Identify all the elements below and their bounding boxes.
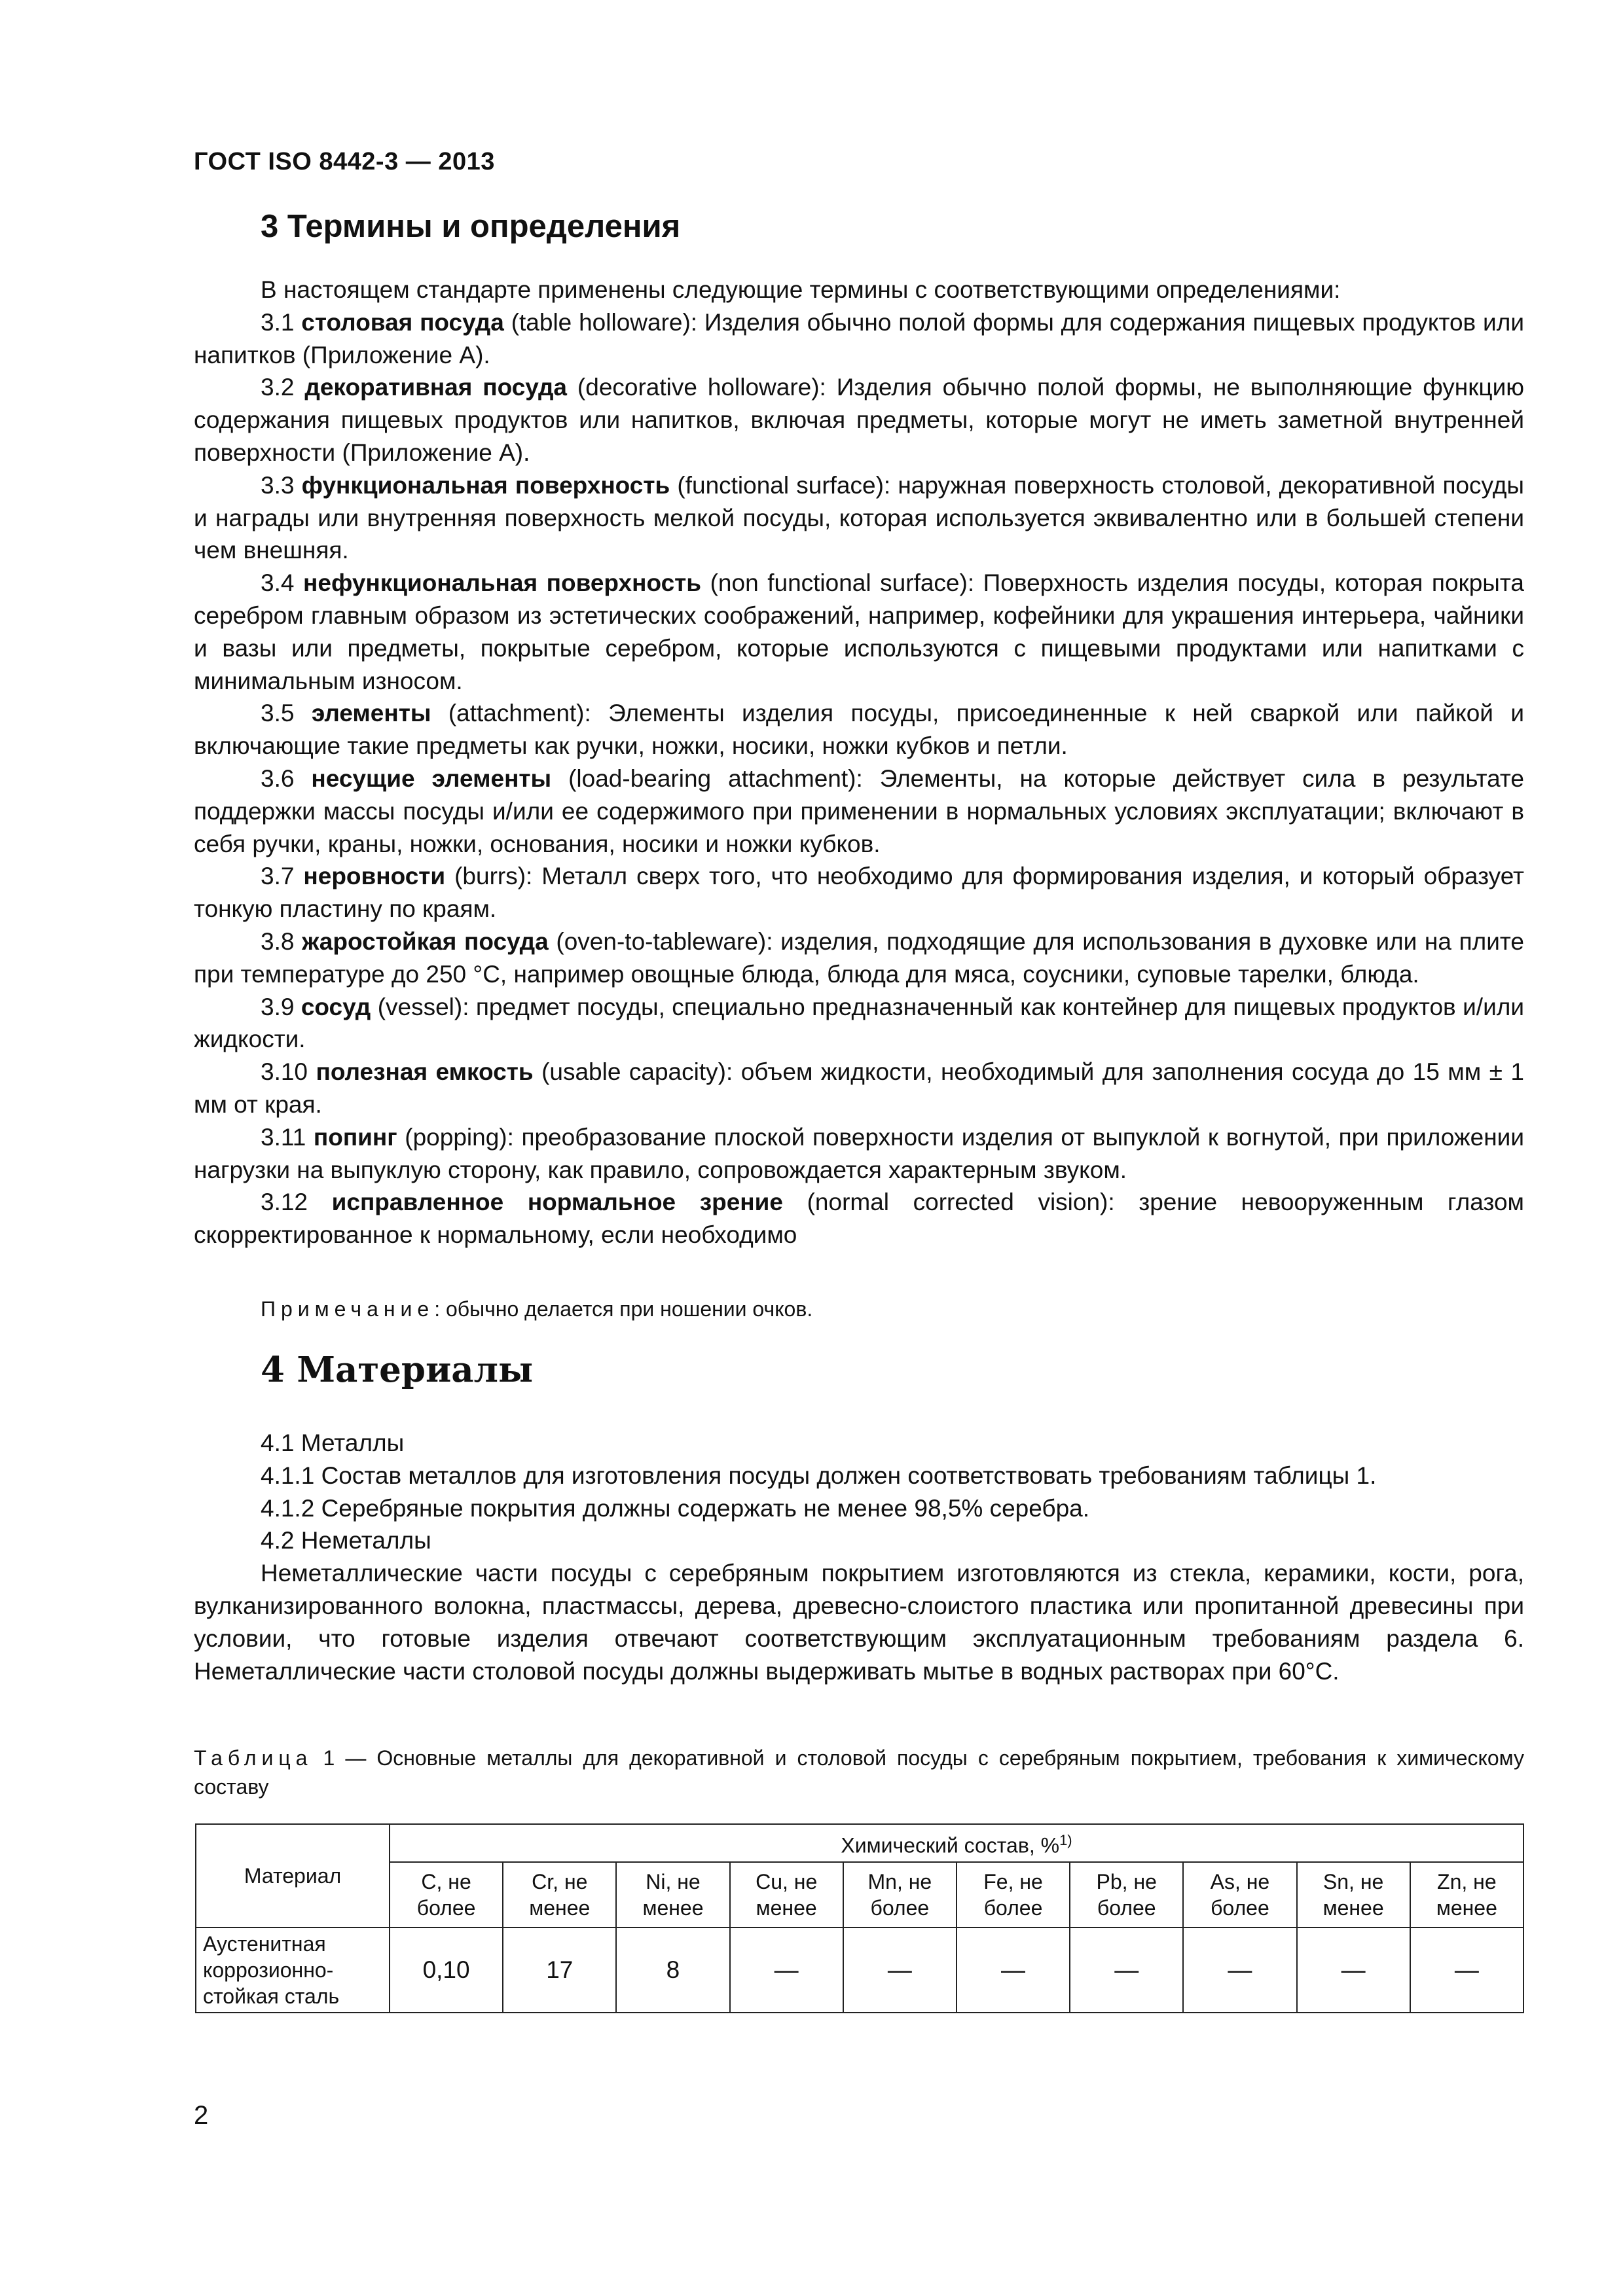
term-name: полезная емкость xyxy=(316,1058,534,1086)
term-name: исправленное нормальное зрение xyxy=(331,1189,783,1216)
term-number: 3.12 xyxy=(261,1189,308,1216)
element-column-header xyxy=(1410,1862,1523,1928)
column-header-line2: более xyxy=(870,1895,930,1920)
note-text: : обычно делается при ношении очков. xyxy=(434,1297,813,1321)
term-number: 3.6 xyxy=(261,764,295,792)
material-name-cell xyxy=(196,1928,390,2013)
table-cell: — xyxy=(1070,1928,1183,2013)
element-column-header xyxy=(730,1862,843,1928)
term-definition xyxy=(194,371,1524,469)
section-3-body xyxy=(194,274,1524,1251)
table-cell: — xyxy=(1410,1928,1523,2013)
section-4-title: 4 Материалы xyxy=(261,1350,534,1390)
note xyxy=(261,1296,812,1322)
term-number: 3.1 xyxy=(261,308,295,336)
term-number: 3.2 xyxy=(261,374,295,401)
term-text: (load-bearing attachment): Элементы, на которые действует сила в результате поддержки массы посуды и/или ее содержимого при применении в нормальных условиях эксплуатации; включают в себя ручки, краны, ножки, основания, носики и ножки кубков. xyxy=(194,764,1524,857)
table-cell: 0,10 xyxy=(390,1928,503,2013)
term-number: 3.9 xyxy=(261,993,295,1020)
element-column-header xyxy=(503,1862,616,1928)
term-text: (oven-to-tableware): изделия, подходящие для использования в духовке или на плите при температуре до 250 °С, например овощные блюда, блюда для мяса, соусники, суповые тарелки, блюда. xyxy=(194,927,1525,988)
column-header-line1: Sn, не xyxy=(1322,1869,1384,1893)
term-name: жаростойкая посуда xyxy=(302,927,549,955)
column-header-line2: менее xyxy=(529,1895,591,1920)
term-definition xyxy=(194,762,1524,860)
term-definition xyxy=(194,306,1524,372)
element-column-header xyxy=(1183,1862,1296,1928)
term-text: (popping): преобразование плоской поверхности изделия от выпуклой к вогнутой, при приложении нагрузки на выпуклую сторону, как правило, сопровождается характерным звуком. xyxy=(194,1123,1524,1183)
term-definition xyxy=(194,925,1524,991)
term-definition xyxy=(194,1186,1524,1251)
section-4-paragraph: 4.1.2 Серебряные покрытия должны содержать не менее 98,5% серебра. xyxy=(261,1494,1090,1522)
term-number: 3.11 xyxy=(261,1123,306,1151)
column-header-line1: Ni, не xyxy=(646,1869,701,1893)
table-cell: — xyxy=(1183,1928,1296,2013)
term-definition xyxy=(194,1056,1524,1121)
section-4-paragraph: 4.1.1 Состав металлов для изготовления посуды должен соответствовать требованиям таблицы 1. xyxy=(261,1462,1377,1489)
section-3-intro: В настоящем стандарте применены следующие термины с соответствующими определениями: xyxy=(261,276,1341,303)
material-name-line: стойкая сталь xyxy=(203,1984,340,2008)
term-text: (table holloware): Изделия обычно полой формы для содержания пищевых продуктов или напитков (Приложение А). xyxy=(194,308,1524,368)
table-caption-label: Таблица xyxy=(194,1746,313,1770)
material-name-line: коррозионно- xyxy=(203,1958,334,1982)
column-header-line1: Cu, не xyxy=(756,1869,818,1893)
section-4-body xyxy=(194,1427,1524,1687)
column-header-line2: менее xyxy=(756,1895,817,1920)
term-number: 3.8 xyxy=(261,927,295,955)
table-cell: 8 xyxy=(616,1928,729,2013)
term-name: попинг xyxy=(313,1123,397,1151)
column-header-line2: более xyxy=(416,1895,476,1920)
term-definition xyxy=(194,991,1524,1056)
term-name: неровности xyxy=(303,863,446,890)
term-text: (normal corrected vision): зрение невооруженным глазом скорректированное к нормальному, если необходимо xyxy=(194,1189,1524,1249)
term-number: 3.7 xyxy=(261,863,295,890)
material-name-line: Аустенитная xyxy=(203,1931,326,1956)
footnote-marker: 1) xyxy=(1059,1832,1072,1848)
term-name: элементы xyxy=(311,700,431,727)
material-header: Материал xyxy=(196,1824,390,1928)
element-column-header xyxy=(616,1862,729,1928)
column-header-line1: Cr, не xyxy=(532,1869,588,1893)
column-header-line1: Mn, не xyxy=(867,1869,932,1893)
column-header-line1: Pb, не xyxy=(1096,1869,1157,1893)
term-text: (functional surface): наружная поверхность столовой, декоративной посуды и награды или внутренняя поверхность мелкой посуды, которая используется эквивалентно или в большей степени чем внешняя. xyxy=(194,471,1525,564)
term-name: сосуд xyxy=(301,993,371,1020)
term-name: несущие элементы xyxy=(311,764,552,792)
table-cell: — xyxy=(957,1928,1070,2013)
term-number: 3.10 xyxy=(261,1058,308,1086)
term-name: столовая посуда xyxy=(301,308,504,336)
term-definition xyxy=(194,567,1524,697)
term-name: декоративная посуда xyxy=(304,374,568,401)
term-definition xyxy=(194,860,1524,925)
section-3-title: 3 Термины и определения xyxy=(261,209,681,244)
section-4-paragraph: 4.2 Неметаллы xyxy=(261,1527,431,1554)
table-caption-text: 1 — Основные металлы для декоративной и столовой посуды с серебряным покрытием, требования к химическому составу xyxy=(194,1746,1524,1799)
column-header-line1: As, не xyxy=(1210,1869,1270,1893)
term-definition xyxy=(194,697,1524,762)
table-cell: — xyxy=(730,1928,843,2013)
term-text: (burrs): Металл сверх того, что необходимо для формирования изделия, и который образует тонкую пластину по краям. xyxy=(194,863,1525,923)
chemical-composition-table xyxy=(195,1823,1524,2013)
term-text: (vessel): предмет посуды, специально предназначенный как контейнер для пищевых продуктов и/или жидкости. xyxy=(194,993,1524,1053)
column-header-line2: менее xyxy=(1436,1895,1497,1920)
column-header-line2: менее xyxy=(1322,1895,1384,1920)
page-number: 2 xyxy=(194,2101,209,2130)
element-column-header xyxy=(957,1862,1070,1928)
table-row xyxy=(196,1928,1523,2013)
term-number: 3.4 xyxy=(261,569,295,597)
table-cell: 17 xyxy=(503,1928,616,2013)
term-name: нефункциональная поверхность xyxy=(303,569,702,597)
element-column-header xyxy=(1297,1862,1410,1928)
term-name: функциональная поверхность xyxy=(301,471,670,499)
term-text: (decorative holloware): Изделия обычно полой формы, не выполняющие функцию содержания пищевых продуктов или напитков, включая предметы, которые могут не иметь заметной внутренней поверхности (Приложение А). xyxy=(194,374,1525,466)
document-header: ГОСТ ISO 8442-3 — 2013 xyxy=(194,148,495,175)
element-column-header xyxy=(390,1862,503,1928)
column-header-line2: более xyxy=(1211,1895,1269,1920)
element-column-header xyxy=(1070,1862,1183,1928)
column-header-line2: менее xyxy=(642,1895,704,1920)
column-header-line2: более xyxy=(983,1895,1043,1920)
section-4-paragraph: Неметаллические части посуды с серебряным покрытием изготовляются из стекла, керамики, кости, рога, вулканизированного волокна, пластмассы, дерева, древесно-слоистого пластика или пропитанной древесины при условии, что готовые изделия отвечают соответствующим эксплуатационным требованиям раздела 6. Неметаллические части столовой посуды должны выдерживать мытье в водных растворах при 60°С. xyxy=(194,1560,1524,1685)
note-label: Примечание xyxy=(261,1297,435,1321)
chemical-composition-header-text: Химический состав, % xyxy=(841,1833,1060,1857)
column-header-line1: Zn, не xyxy=(1437,1869,1497,1893)
term-text: (usable capacity): объем жидкости, необходимый для заполнения сосуда до 15 мм ± 1 мм от края. xyxy=(194,1058,1524,1118)
column-header-line1: Fe, не xyxy=(983,1869,1043,1893)
table-caption xyxy=(194,1744,1524,1801)
term-definition xyxy=(194,469,1524,567)
table-cell: — xyxy=(1297,1928,1410,2013)
section-4-paragraph: 4.1 Металлы xyxy=(261,1429,405,1456)
term-text: (non functional surface): Поверхность изделия посуды, которая покрыта серебром главным образом из эстетических соображений, например, кофейники для украшения интерьера, чайники и вазы или предметы, покрытые серебром, которые используются с пищевыми продуктами или напитками с минимальным износом. xyxy=(194,569,1525,694)
element-column-header xyxy=(843,1862,957,1928)
column-header-line1: C, не xyxy=(421,1869,471,1893)
term-number: 3.3 xyxy=(261,471,295,499)
table-cell: — xyxy=(843,1928,957,2013)
column-header-line2: более xyxy=(1097,1895,1156,1920)
term-number: 3.5 xyxy=(261,700,295,727)
chemical-composition-header xyxy=(390,1824,1523,1862)
terms-list xyxy=(194,306,1524,1251)
term-text: (attachment): Элементы изделия посуды, присоединенные к ней сваркой или пайкой и включающие такие предметы как ручки, ножки, носики, ножки кубков и петли. xyxy=(194,700,1525,760)
term-definition xyxy=(194,1121,1524,1187)
